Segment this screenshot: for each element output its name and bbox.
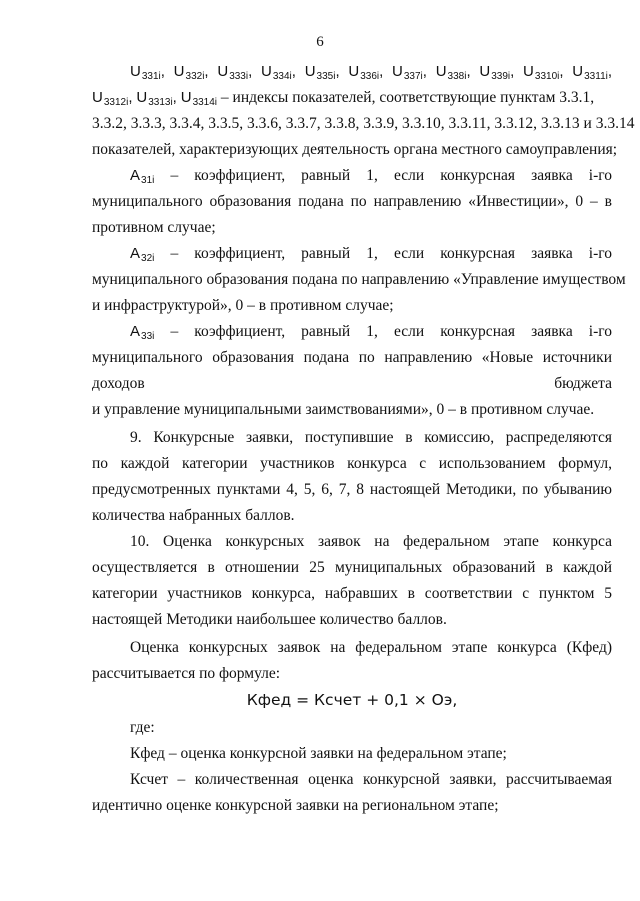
index-list-line-1 <box>130 62 612 87</box>
index-description: – индексы показателей, соответствующие пунктам 3.3.1, <box>220 89 595 106</box>
kfed-line-2: рассчитывается по формуле: <box>92 665 281 682</box>
index-u3311: $U_{3311i}$, <box>572 63 613 82</box>
index-u331: $U_{331i}$, <box>130 63 165 82</box>
index-u336: $U_{336i}$, <box>348 63 384 82</box>
index-u3314: $U_{3314i}$ <box>180 89 218 108</box>
kfed-line-1: Оценка конкурсных заявок на федеральном этапе конкурса (Кфед) <box>130 639 612 656</box>
index-list-line-2 <box>92 88 612 113</box>
item-10-line-4: настоящей Методики наибольшее количество баллов. <box>92 611 447 628</box>
item-10-line-3: категории участников конкурса, набравших в соответствии с пунктом 5 <box>92 585 612 602</box>
a31-line-1: $A_{31i}$ – коэффициент, равный 1, если конкурсная заявка i-го <box>130 167 612 186</box>
a31-symbol: $A_{31i}$ <box>130 167 155 186</box>
a32-line-1: $A_{32i}$ – коэффициент, равный 1, если конкурсная заявка i-го <box>130 245 612 264</box>
where-label: где: <box>130 719 155 736</box>
a33-line-3: доходов бюджета <box>92 375 612 392</box>
index-tail-line: показателей, характеризующих деятельность органа местного самоуправления; <box>92 141 618 158</box>
kschet-definition-line-1: Ксчет – количественная оценка конкурсной заявки, рассчитываемая <box>130 771 612 788</box>
a31-line-3: противном случае; <box>92 219 216 236</box>
a31-line-2: муниципального образования подана по направлению «Инвестиции», 0 – в <box>92 193 612 210</box>
item-9-line-1: 9. Конкурсные заявки, поступившие в комиссию, распределяются <box>130 429 612 446</box>
index-u3312: $U_{3312i}$, <box>92 89 133 108</box>
index-u334: $U_{334i}$, <box>261 63 296 82</box>
kfed-definition: Кфед – оценка конкурсной заявки на федеральном этапе; <box>130 745 507 762</box>
a32-symbol: $A_{32i}$ <box>130 245 155 264</box>
item-9-line-3: предусмотренных пунктами 4, 5, 6, 7, 8 настоящей Методики, по убыванию <box>92 481 612 498</box>
index-u337: $U_{337i}$, <box>392 63 427 82</box>
index-u3313: $U_{3313i}$, <box>136 89 177 108</box>
index-u339: $U_{339i}$, <box>479 63 515 82</box>
index-u3310: $U_{3310i}$, <box>523 63 564 82</box>
index-u338: $U_{338i}$, <box>435 63 471 82</box>
a33-symbol: $A_{33i}$ <box>130 323 155 342</box>
index-u332: $U_{332i}$, <box>173 63 209 82</box>
a33-line-1: $A_{33i}$ – коэффициент, равный 1, если конкурсная заявка i-го <box>130 323 612 342</box>
a32-line-2: муниципального образования подана по направлению «Управление имуществом <box>92 271 626 288</box>
index-u335: $U_{335i}$, <box>304 63 340 82</box>
a32-line-3: и инфраструктурой», 0 – в противном случае; <box>92 297 394 314</box>
item-9-line-2: по каждой категории участников конкурса с использованием формул, <box>92 455 612 472</box>
index-points-line: 3.3.2, 3.3.3, 3.3.4, 3.3.5, 3.3.6, 3.3.7, 3.3.8, 3.3.9, 3.3.10, 3.3.11, 3.3.12, 3.3.13 и 3.3.14 <box>92 115 635 132</box>
kfed-formula: Кфед = Ксчет + 0,1 × Оэ, <box>246 691 458 709</box>
index-u333: $U_{333i}$, <box>217 63 253 82</box>
a33-line-2: муниципального образования подана по направлению «Новые источники <box>92 349 612 366</box>
item-10-line-1: 10. Оценка конкурсных заявок на федеральном этапе конкурса <box>130 533 612 550</box>
kschet-definition-line-2: идентично оценке конкурсной заявки на региональном этапе; <box>92 797 499 814</box>
page-number: 6 <box>316 34 324 50</box>
item-10-line-2: осуществляется в отношении 25 муниципальных образований в каждой <box>92 559 612 576</box>
item-9-line-4: количества набранных баллов. <box>92 507 295 524</box>
a33-line-4: и управление муниципальными заимствованиями», 0 – в противном случае. <box>92 401 595 418</box>
